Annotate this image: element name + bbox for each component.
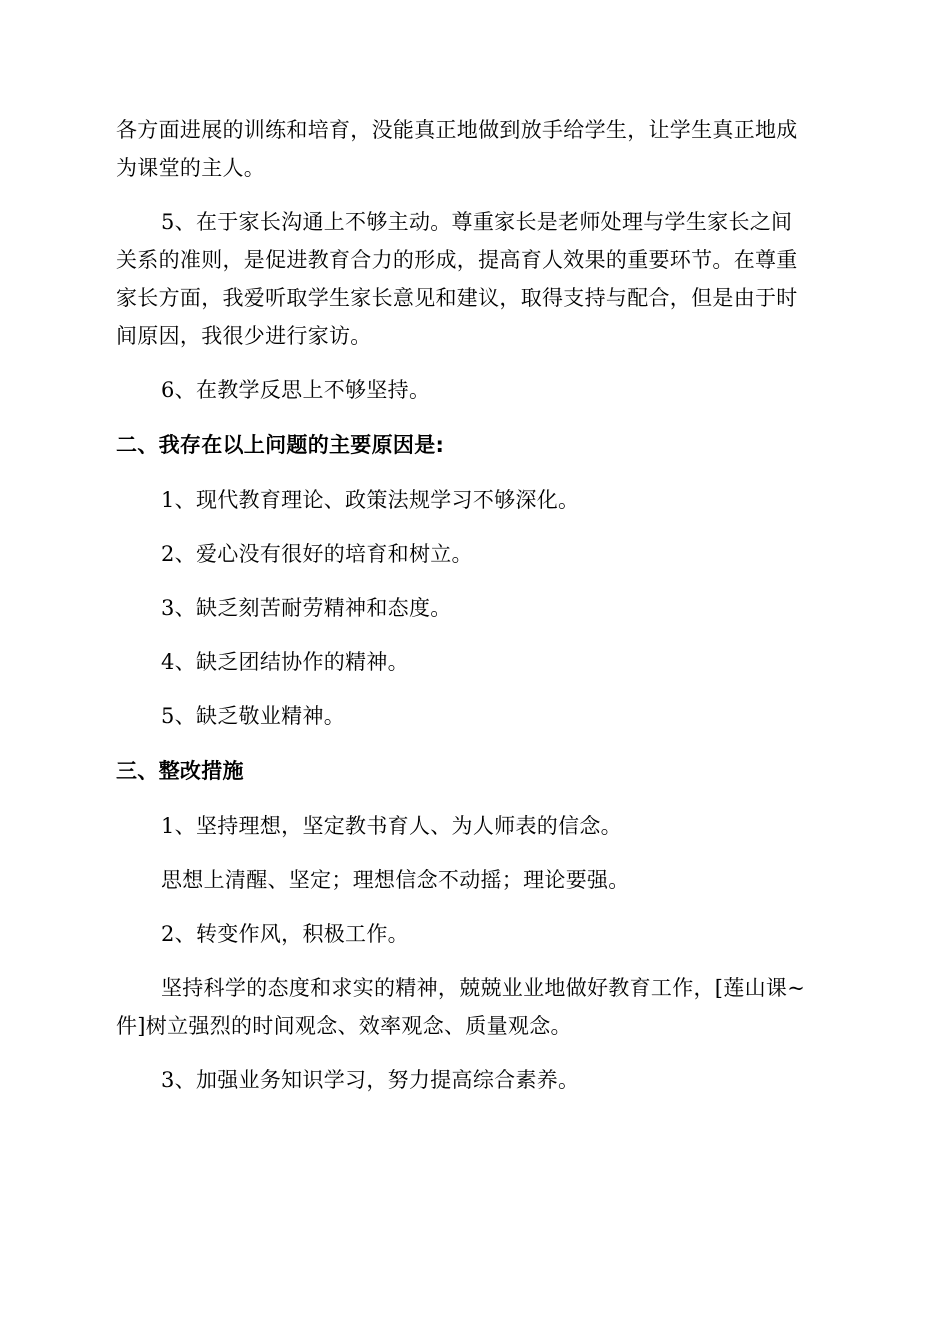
paragraph-line: 坚持科学的态度和求实的精神，兢兢业业地做好教育工作，[莲山课~ — [161, 976, 806, 1000]
list-item: 1、现代教育理论、政策法规学习不够深化。 — [161, 488, 580, 512]
section-heading: 三、整改措施 — [116, 759, 244, 783]
list-item: 1、坚持理想，坚定教书育人、为人师表的信念。 — [161, 814, 622, 838]
list-item: 2、转变作风，积极工作。 — [161, 922, 409, 946]
paragraph-line: 件]树立强烈的时间观念、效率观念、质量观念。 — [116, 1014, 572, 1038]
paragraph-line: 6、在教学反思上不够坚持。 — [161, 378, 431, 402]
paragraph-line: 各方面进展的训练和培育，没能真正地做到放手给学生，让学生真正地成 — [116, 118, 798, 142]
list-item: 2、爱心没有很好的培育和树立。 — [161, 542, 473, 566]
paragraph-line: 家长方面，我爱听取学生家长意见和建议，取得支持与配合，但是由于时 — [116, 286, 798, 310]
paragraph-line: 间原因，我很少进行家访。 — [116, 324, 372, 348]
section-heading: 二、我存在以上问题的主要原因是: — [116, 433, 445, 457]
list-item: 3、缺乏刻苦耐劳精神和态度。 — [161, 596, 452, 620]
list-item: 3、加强业务知识学习，努力提高综合素养。 — [161, 1068, 580, 1092]
paragraph-line: 为课堂的主人。 — [116, 156, 266, 180]
paragraph-line: 关系的准则，是促进教育合力的形成，提高育人效果的重要环节。在尊重 — [116, 248, 798, 272]
list-item: 4、缺乏团结协作的精神。 — [161, 650, 409, 674]
paragraph-line: 思想上清醒、坚定；理想信念不动摇；理论要强。 — [161, 868, 630, 892]
list-item: 5、缺乏敬业精神。 — [161, 704, 346, 728]
paragraph-line: 5、在于家长沟通上不够主动。尊重家长是老师处理与学生家长之间 — [161, 210, 793, 234]
